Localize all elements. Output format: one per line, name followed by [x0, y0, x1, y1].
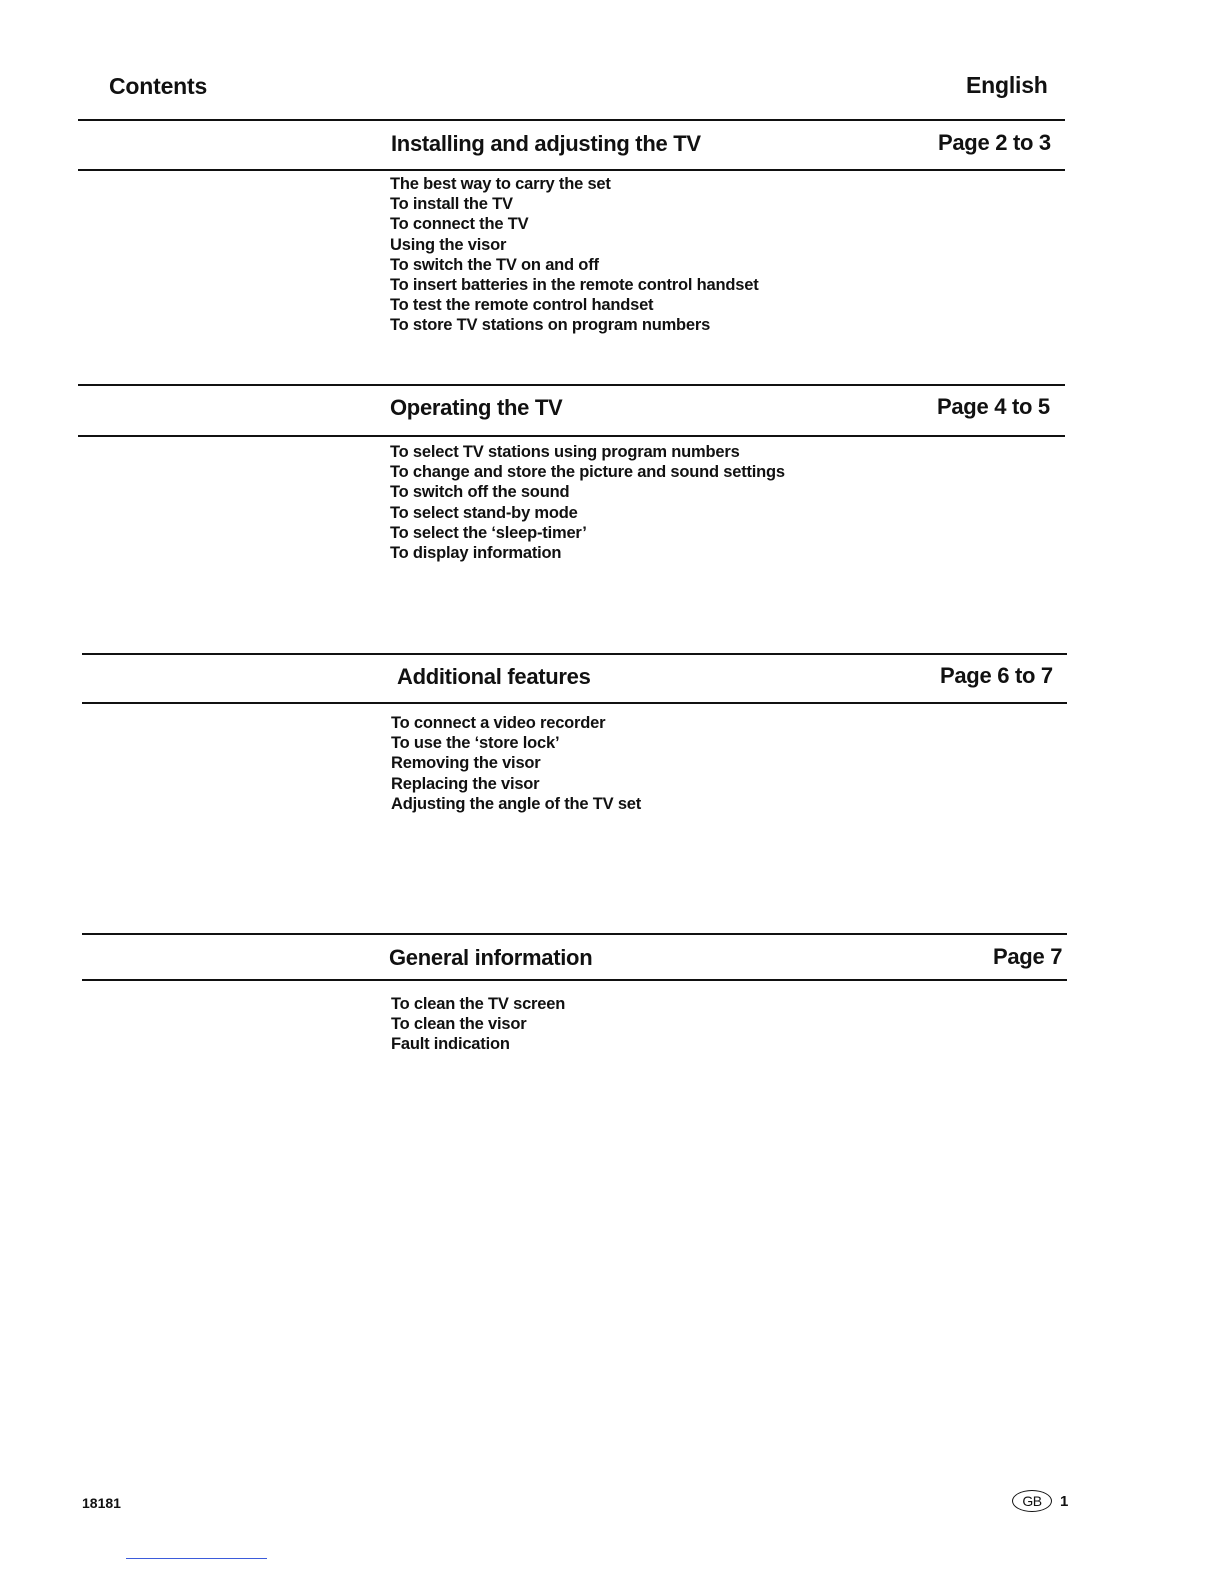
list-item: To insert batteries in the remote control handset — [390, 276, 759, 295]
section-page-range: Page 6 to 7 — [940, 663, 1053, 688]
section-top-rule — [78, 119, 1065, 121]
list-item: To select TV stations using program numbers — [390, 443, 740, 461]
list-item: To select stand-by mode — [390, 503, 578, 522]
list-item: To display information — [390, 544, 562, 563]
section-bottom-rule — [82, 979, 1067, 981]
language-label: English — [966, 72, 1048, 98]
section-item-list — [390, 442, 785, 563]
section-item-list — [390, 174, 759, 336]
list-item: Replacing the visor — [391, 774, 540, 793]
list-item: To change and store the picture and sound settings — [390, 463, 785, 482]
section-page-range: Page 7 — [993, 944, 1063, 969]
list-item: To connect a video recorder — [391, 714, 606, 732]
contents-heading: Contents — [109, 73, 208, 99]
list-item: To use the ‘store lock’ — [391, 734, 560, 753]
page-number: 1 — [1060, 1492, 1069, 1510]
list-item: Using the visor — [390, 235, 507, 254]
list-item: To clean the visor — [391, 1015, 527, 1034]
list-item: Adjusting the angle of the TV set — [391, 794, 642, 813]
list-item: To connect the TV — [390, 215, 529, 234]
section-bottom-rule — [82, 702, 1067, 704]
section-top-rule — [82, 933, 1067, 935]
list-item: To test the remote control handset — [390, 296, 654, 315]
section-title: Operating the TV — [390, 395, 563, 420]
list-item: To clean the TV screen — [391, 995, 566, 1013]
scan-artifact-line — [126, 1558, 267, 1559]
section-title: Additional features — [397, 664, 591, 689]
list-item: Fault indication — [391, 1035, 510, 1054]
page-footer-badge — [1012, 1490, 1068, 1512]
list-item: Removing the visor — [391, 754, 541, 773]
section-top-rule — [82, 653, 1067, 655]
list-item: To switch the TV on and off — [390, 255, 599, 274]
list-item: To switch off the sound — [390, 483, 570, 502]
section-item-list — [391, 994, 565, 1055]
section-bottom-rule — [78, 169, 1065, 171]
section-bottom-rule — [78, 435, 1065, 437]
document-code: 18181 — [82, 1495, 121, 1511]
section-title: Installing and adjusting the TV — [391, 131, 701, 156]
section-item-list — [391, 713, 641, 814]
list-item: The best way to carry the set — [390, 175, 611, 193]
list-item: To install the TV — [390, 195, 513, 214]
section-title: General information — [389, 945, 593, 970]
section-page-range: Page 2 to 3 — [938, 130, 1051, 155]
section-page-range: Page 4 to 5 — [937, 394, 1050, 419]
country-badge: GB — [1012, 1490, 1052, 1512]
list-item: To select the ‘sleep-timer’ — [390, 523, 587, 542]
list-item: To store TV stations on program numbers — [390, 316, 711, 335]
section-top-rule — [78, 384, 1065, 386]
